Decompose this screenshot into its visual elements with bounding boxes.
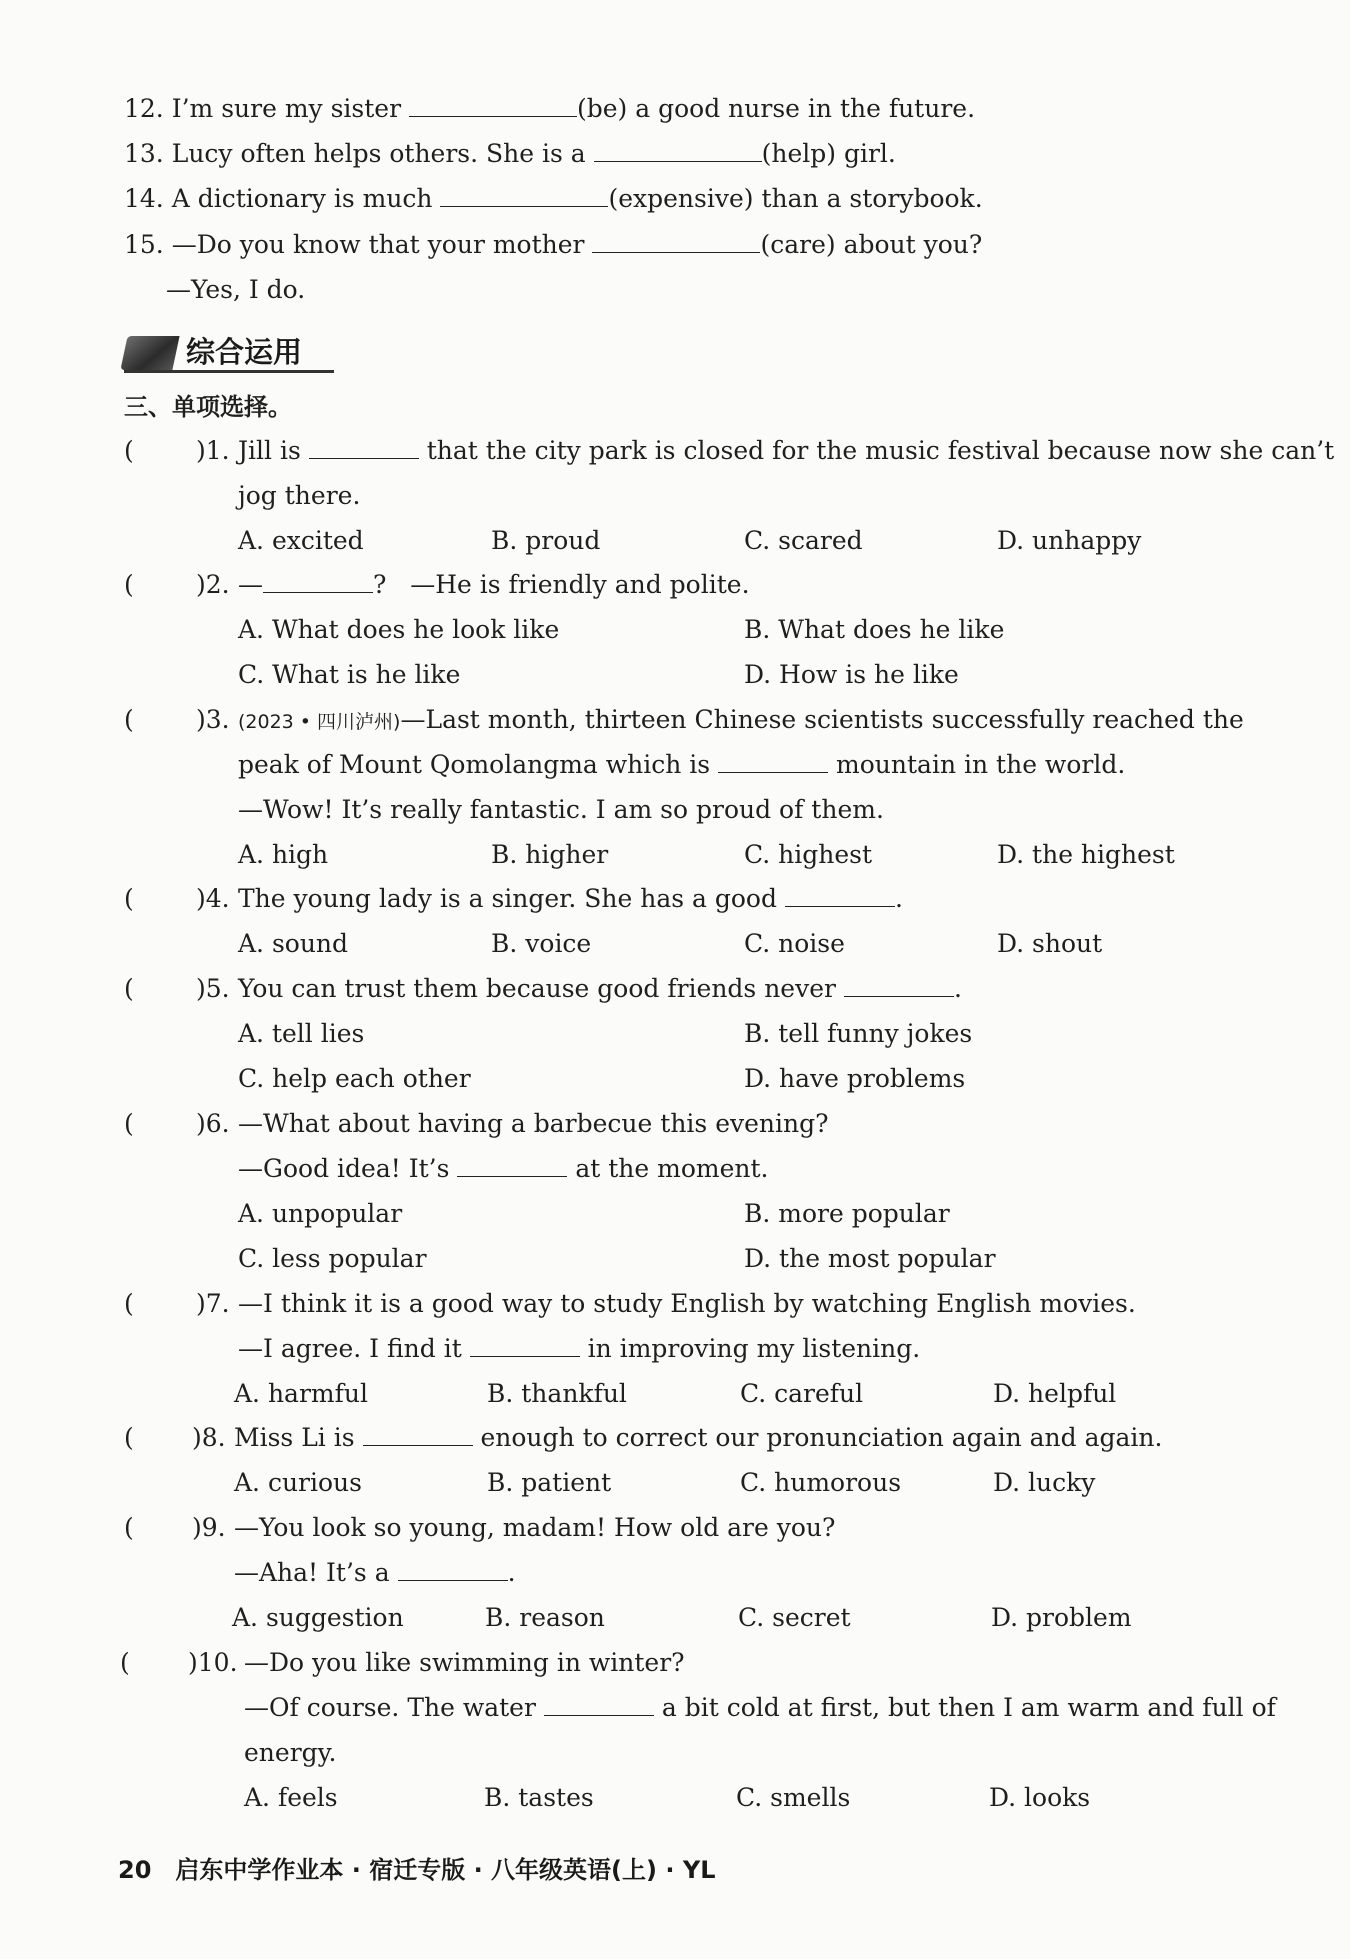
option-d[interactable]: D. unhappy (997, 526, 1142, 555)
option-c[interactable]: C. What is he like (238, 660, 461, 689)
option-d[interactable]: D. How is he like (744, 660, 959, 689)
fill-in-item-15: 15. —Do you know that your mother (care) about you? (124, 230, 983, 259)
option-a[interactable]: A. unpopular (238, 1199, 403, 1228)
option-c[interactable]: C. humorous (740, 1468, 902, 1497)
page-footer (118, 1853, 716, 1887)
question-10-line2: —Of course. The water a bit cold at first, but then I am warm and full of (244, 1693, 1276, 1722)
section-badge-icon (120, 336, 179, 370)
option-a[interactable]: A. high (238, 840, 329, 869)
answer-blank[interactable] (844, 972, 954, 997)
page-number: 20 (118, 1856, 152, 1884)
option-d[interactable]: D. the highest (997, 840, 1175, 869)
section-title: 三、单项选择。 (124, 393, 292, 421)
option-b[interactable]: B. more popular (744, 1199, 950, 1228)
answer-blank[interactable] (263, 568, 373, 593)
question-6-line2: —Good idea! It’s at the moment. (238, 1154, 769, 1183)
worksheet-page: 12. I’m sure my sister (be) a good nurse in the future. 13. Lucy often helps others. She is a (help) girl. 14. A dictionary is much (expensive) than a storybook. 15. —Do you know that your mother (care) about you? —Yes, I do. 综合运用 三、单项选择。 ( )1. Jill is that the city park is closed for the music festival because now she can’t jog there. A. excited B. proud C. scared D. unhappy ( )2. — ? —He is friendly and polite. A. What does he look like B. What does he like C. What is he like D. How is he like ( )3. (2023 • 四川泸州)—Last month, thirteen Chinese scientists successfully reached the peak of Mount Qomolangma which is mountain in the world. —Wow! It’s really fantastic. I am so proud of them. A. high B. higher C. highest D. the highest ( )4. The young lady is a singer. She has a good . A. sound B. voice C. noise D. shout ( )5. You can trust them because good friends never . A. tell lies B. tell funny jokes C. help each other D. have problems ( )6. —What about having a barbecue this evening? —Good idea! It’s at the moment. A. unpopular B. more popular C. less popular D. the most popular ( )7. —I think it is a good way to study English by watching English movies. —I agree. I find it in improving my listening. A. harmful B. thankful C. careful D. helpful ( )8. Miss Li is enough to correct our pronunciation again and again. A. curious B. patient C. humorous D. lucky ( )9. —You look so young, madam! How old are you? —Aha! It’s a . A. suggestion B. reason C. secret D. problem ( )10. —Do you like swimming in winter? —Of course. The water a bit cold at first, but then I am warm and full of energy. A. feels B. tastes C. smells D. looks 20 启东中学作业本 · 宿迁专版 · 八年级英语(上) · YL (0, 0, 1350, 1959)
question-3-line3: —Wow! It’s really fantastic. I am so proud of them. (238, 795, 884, 824)
fill-in-item-14: 14. A dictionary is much (expensive) than a storybook. (124, 184, 983, 213)
option-b[interactable]: B. What does he like (744, 615, 1005, 644)
option-a[interactable]: A. harmful (234, 1379, 368, 1408)
option-a[interactable]: A. tell lies (238, 1019, 365, 1048)
option-c[interactable]: C. smells (736, 1783, 851, 1812)
option-d[interactable]: D. problem (991, 1603, 1132, 1632)
answer-blank[interactable] (440, 182, 608, 207)
question-3-line2: peak of Mount Qomolangma which is mountain in the world. (238, 750, 1126, 779)
option-a[interactable]: A. feels (244, 1783, 338, 1812)
answer-blank[interactable] (398, 1556, 508, 1581)
question-source: (2023 • 四川泸州) (238, 711, 401, 733)
fill-in-reply: —Yes, I do. (166, 275, 306, 304)
fill-in-item-12: 12. I’m sure my sister (be) a good nurse in the future. (124, 94, 976, 123)
section-header-title: 综合运用 (186, 335, 303, 369)
question-9-line2: —Aha! It’s a . (234, 1558, 516, 1587)
option-d[interactable]: D. shout (997, 929, 1103, 958)
option-b[interactable]: B. thankful (487, 1379, 627, 1408)
question-1-line2: jog there. (238, 481, 361, 510)
answer-blank[interactable] (592, 228, 760, 253)
option-b[interactable]: B. tell funny jokes (744, 1019, 973, 1048)
option-a[interactable]: A. suggestion (232, 1603, 404, 1632)
answer-blank[interactable] (309, 434, 419, 459)
option-b[interactable]: B. tastes (484, 1783, 594, 1812)
option-b[interactable]: B. proud (491, 526, 601, 555)
answer-blank[interactable] (470, 1332, 580, 1357)
option-a[interactable]: A. curious (234, 1468, 362, 1497)
answer-blank[interactable] (363, 1421, 473, 1446)
option-d[interactable]: D. have problems (744, 1064, 966, 1093)
option-d[interactable]: D. looks (989, 1783, 1091, 1812)
option-a[interactable]: A. sound (238, 929, 349, 958)
fill-in-item-13: 13. Lucy often helps others. She is a (help) girl. (124, 139, 896, 168)
footer-text: 启东中学作业本 · 宿迁专版 · 八年级英语(上) · YL (175, 1856, 716, 1884)
option-c[interactable]: C. help each other (238, 1064, 471, 1093)
option-d[interactable]: D. the most popular (744, 1244, 996, 1273)
option-c[interactable]: C. secret (738, 1603, 851, 1632)
option-c[interactable]: C. noise (744, 929, 845, 958)
option-a[interactable]: A. What does he look like (238, 615, 560, 644)
option-c[interactable]: C. less popular (238, 1244, 427, 1273)
answer-blank[interactable] (785, 882, 895, 907)
option-d[interactable]: D. helpful (993, 1379, 1117, 1408)
question-10-line3: energy. (244, 1738, 337, 1767)
option-b[interactable]: B. patient (487, 1468, 612, 1497)
answer-blank[interactable] (718, 748, 828, 773)
option-b[interactable]: B. voice (491, 929, 592, 958)
answer-blank[interactable] (544, 1691, 654, 1716)
option-a[interactable]: A. excited (238, 526, 364, 555)
option-b[interactable]: B. higher (491, 840, 609, 869)
question-7-line2: —I agree. I find it in improving my listening. (238, 1334, 921, 1363)
section-header (124, 332, 334, 374)
option-c[interactable]: C. careful (740, 1379, 864, 1408)
option-d[interactable]: D. lucky (993, 1468, 1096, 1497)
answer-blank[interactable] (457, 1152, 567, 1177)
option-b[interactable]: B. reason (485, 1603, 605, 1632)
answer-blank[interactable] (409, 92, 577, 117)
option-c[interactable]: C. highest (744, 840, 873, 869)
option-c[interactable]: C. scared (744, 526, 863, 555)
answer-blank[interactable] (594, 137, 762, 162)
section-header-rule (124, 370, 334, 373)
